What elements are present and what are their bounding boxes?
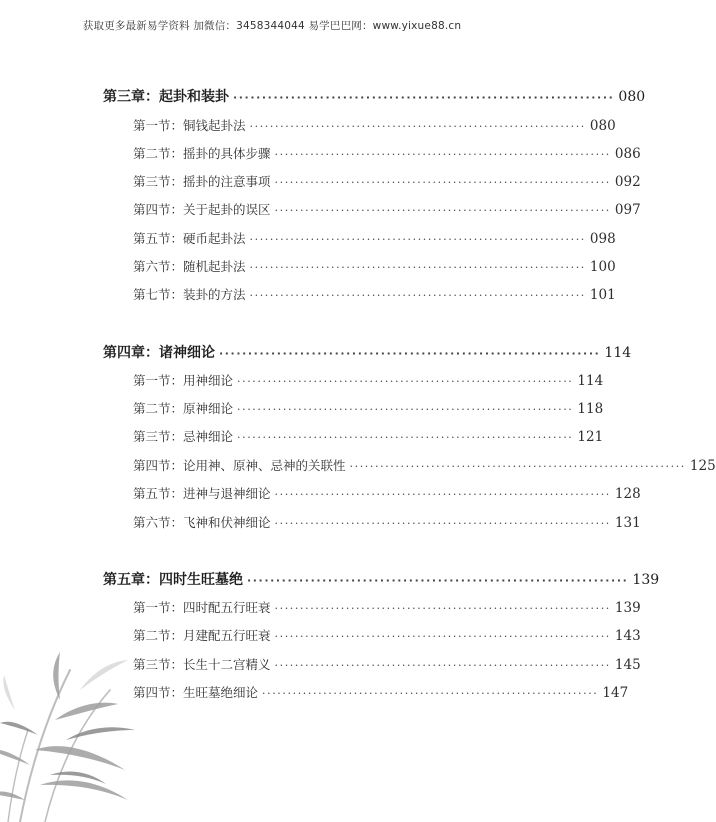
toc-section: [133, 144, 641, 162]
dot-leader: ··································································: [247, 574, 629, 587]
dot-leader: ··································································: [262, 687, 599, 700]
section-page-number: 092: [614, 174, 641, 190]
toc-section: [133, 200, 641, 218]
page-header-watermark: 获取更多最新易学资料 加微信：3458344044 易学巴巴网：www.yixue88.cn: [82, 20, 462, 32]
toc-section: [133, 484, 641, 502]
toc-section: [133, 229, 616, 247]
dot-leader: ··································································: [249, 289, 586, 302]
dot-leader: ··································································: [274, 176, 611, 189]
section-title: 第三节：长生十二宫精义: [133, 657, 271, 672]
section-page-number: 143: [614, 628, 641, 644]
section-page-number: 097: [614, 202, 641, 218]
section-title: 第七节：装卦的方法: [133, 287, 246, 302]
dot-leader: ··································································: [233, 91, 615, 104]
dot-leader: ··································································: [274, 630, 611, 643]
section-title: 第二节：月建配五行旺衰: [133, 628, 271, 643]
section-page-number: 139: [614, 600, 641, 616]
dot-leader: ··································································: [274, 204, 611, 217]
section-title: 第二节：摇卦的具体步骤: [133, 146, 271, 161]
section-title: 第六节：飞神和伏神细论: [133, 515, 271, 530]
dot-leader: ··································································: [219, 347, 601, 360]
dot-leader: ··································································: [274, 602, 611, 615]
section-title: 第一节：铜钱起卦法: [133, 118, 246, 133]
section-page-number: 121: [577, 429, 604, 445]
dot-leader: ··································································: [274, 517, 611, 530]
section-page-number: 131: [614, 515, 641, 531]
section-title: 第四节：关于起卦的误区: [133, 202, 271, 217]
toc-section: [133, 655, 641, 673]
toc-section: [133, 626, 641, 644]
toc-section: [133, 257, 616, 275]
section-page-number: 114: [577, 373, 604, 389]
section-title: 第一节：用神细论: [133, 373, 234, 388]
dot-leader: ··································································: [249, 120, 586, 133]
toc-chapter-3: [103, 86, 646, 106]
section-page-number: 100: [589, 259, 616, 275]
section-page-number: 147: [602, 685, 629, 701]
section-title: 第三节：摇卦的注意事项: [133, 174, 271, 189]
chapter-title: 第三章：起卦和装卦: [103, 89, 229, 105]
section-page-number: 101: [589, 287, 616, 303]
toc-section: [133, 683, 629, 701]
dot-leader: ··································································: [237, 403, 574, 416]
chapter-title: 第五章：四时生旺墓绝: [103, 572, 243, 588]
dot-leader: ··································································: [274, 148, 611, 161]
chapter-page-number: 114: [604, 345, 632, 361]
dot-leader: ··································································: [249, 261, 586, 274]
section-page-number: 128: [614, 486, 641, 502]
toc-section: [133, 116, 616, 134]
section-title: 第四节：生旺墓绝细论: [133, 685, 259, 700]
chapter-page-number: 139: [632, 572, 660, 588]
section-title: 第一节：四时配五行旺衰: [133, 600, 271, 615]
toc-chapter-5: [103, 569, 660, 589]
dot-leader: ··································································: [274, 659, 611, 672]
chapter-page-number: 080: [618, 89, 646, 105]
toc-section: [133, 456, 716, 474]
section-title: 第五节：硬币起卦法: [133, 231, 246, 246]
section-title: 第三节：忌神细论: [133, 429, 234, 444]
section-page-number: 086: [614, 146, 641, 162]
toc-section: [133, 513, 641, 531]
section-page-number: 125: [689, 458, 716, 474]
dot-leader: ··································································: [274, 488, 611, 501]
toc-section: [133, 598, 641, 616]
section-title: 第四节：论用神、原神、忌神的关联性: [133, 458, 346, 473]
section-page-number: 118: [577, 401, 604, 417]
chapter-title: 第四章：诸神细论: [103, 345, 215, 361]
section-title: 第五节：进神与退神细论: [133, 486, 271, 501]
section-title: 第六节：随机起卦法: [133, 259, 246, 274]
section-title: 第二节：原神细论: [133, 401, 234, 416]
toc-chapter-4: [103, 342, 632, 362]
section-page-number: 098: [589, 231, 616, 247]
section-page-number: 145: [614, 657, 641, 673]
dot-leader: ··································································: [249, 233, 586, 246]
toc-section: [133, 427, 604, 445]
ink-bamboo-illustration: [0, 600, 150, 822]
toc-section: [133, 172, 641, 190]
toc-section: [133, 399, 604, 417]
toc-section: [133, 285, 616, 303]
dot-leader: ··································································: [237, 375, 574, 388]
toc-section: [133, 371, 604, 389]
section-page-number: 080: [589, 118, 616, 134]
dot-leader: ··································································: [237, 431, 574, 444]
dot-leader: ··································································: [349, 460, 686, 473]
